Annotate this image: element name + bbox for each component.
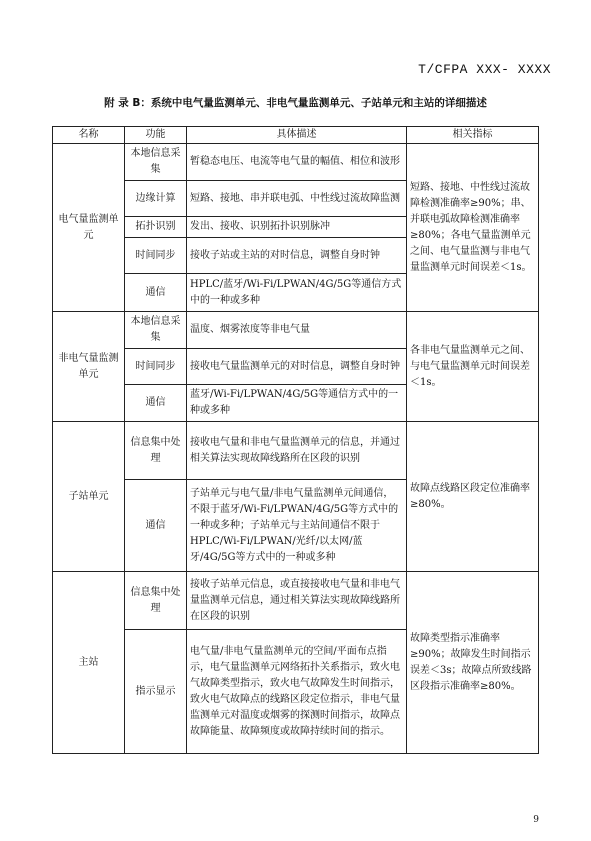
function-cell: 本地信息采集 <box>125 144 187 181</box>
description-cell: 接收电气量监测单元的对时信息，调整自身时钟 <box>187 349 407 385</box>
unit-name-master-station: 主站 <box>53 572 125 754</box>
function-cell: 信息集中处理 <box>125 572 187 630</box>
header-function: 功能 <box>125 127 187 144</box>
table-row <box>53 312 539 349</box>
description-cell: 短路、接地、串并联电弧、中性线过流故障监测 <box>187 181 407 217</box>
description-cell: 接收子站单元信息，或直接接收电气量和非电气量监测单元信息，通过相关算法实现故障线路所在区段的识别 <box>187 572 407 630</box>
function-cell: 本地信息采集 <box>125 312 187 349</box>
header-description: 具体描述 <box>187 127 407 144</box>
function-cell: 通信 <box>125 385 187 422</box>
header-indicator: 相关指标 <box>407 127 539 144</box>
function-cell: 时间同步 <box>125 238 187 274</box>
description-cell: 暂稳态电压、电流等电气量的幅值、相位和波形 <box>187 144 407 181</box>
page-number: 9 <box>533 815 539 825</box>
table-row <box>53 422 539 480</box>
function-cell: 信息集中处理 <box>125 422 187 480</box>
description-cell: 接收子站或主站的对时信息，调整自身时钟 <box>187 238 407 274</box>
indicator-non-electrical: 各非电气量监测单元之间、与电气量监测单元时间误差＜1s。 <box>407 312 539 422</box>
description-cell: 接收电气量和非电气量监测单元的信息，并通过相关算法实现故障线路所在区段的识别 <box>187 422 407 480</box>
description-cell: 发出、接收、识别拓扑识别脉冲 <box>187 217 407 238</box>
header-name: 名称 <box>53 127 125 144</box>
detail-table <box>52 126 539 754</box>
function-cell: 时间同步 <box>125 349 187 385</box>
description-cell: HPLC/蓝牙/Wi-Fi/LPWAN/4G/5G等通信方式中的一种或多种 <box>187 274 407 312</box>
indicator-master-station: 故障类型指示准确率≥90%；故障发生时间指示误差＜3s；故障点所致线路区段指示准确率≥80%。 <box>407 572 539 754</box>
unit-name-non-electrical: 非电气量监测单元 <box>53 312 125 422</box>
function-cell: 通信 <box>125 274 187 312</box>
description-cell: 子站单元与电气量/非电气量监测单元间通信，不限于蓝牙/Wi-Fi/LPWAN/4G/5G等方式中的一种或多种；子站单元与主站间通信不限于HPLC/Wi-Fi/LPWAN/光纤/以太网/蓝牙/4G/5G等方式中的一种或多种 <box>187 480 407 572</box>
standard-code: T/CFPA XXX- XXXX <box>418 62 551 77</box>
unit-name-electrical: 电气量监测单元 <box>53 144 125 312</box>
function-cell: 边缘计算 <box>125 181 187 217</box>
indicator-electrical: 短路、接地、中性线过流故障检测准确率≥90%；串、并联电弧故障检测准确率≥80%；各电气量监测单元之间、电气量监测与非电气量监测单元时间误差＜1s。 <box>407 144 539 312</box>
unit-name-substation: 子站单元 <box>53 422 125 572</box>
appendix-title: 附 录 B：系统中电气量监测单元、非电气量监测单元、子站单元和主站的详细描述 <box>104 97 487 109</box>
table-header-row <box>53 127 539 144</box>
table-row <box>53 572 539 630</box>
function-cell: 指示显示 <box>125 630 187 754</box>
description-cell: 蓝牙/Wi-Fi/LPWAN/4G/5G等通信方式中的一种或多种 <box>187 385 407 422</box>
function-cell: 拓扑识别 <box>125 217 187 238</box>
description-cell: 电气量/非电气量监测单元的空间/平面布点指示，电气量监测单元网络拓扑关系指示，致火电气故障类型指示，致火电气故障发生时间指示，致火电气故障点的线路区段定位指示，非电气量监测单元对温度或烟雾的探测时间指示，故障点故障能量、故障频度或故障持续时间的指示。 <box>187 630 407 754</box>
description-cell: 温度、烟雾浓度等非电气量 <box>187 312 407 349</box>
indicator-substation: 故障点线路区段定位准确率≥80%。 <box>407 422 539 572</box>
table-row <box>53 144 539 181</box>
function-cell: 通信 <box>125 480 187 572</box>
